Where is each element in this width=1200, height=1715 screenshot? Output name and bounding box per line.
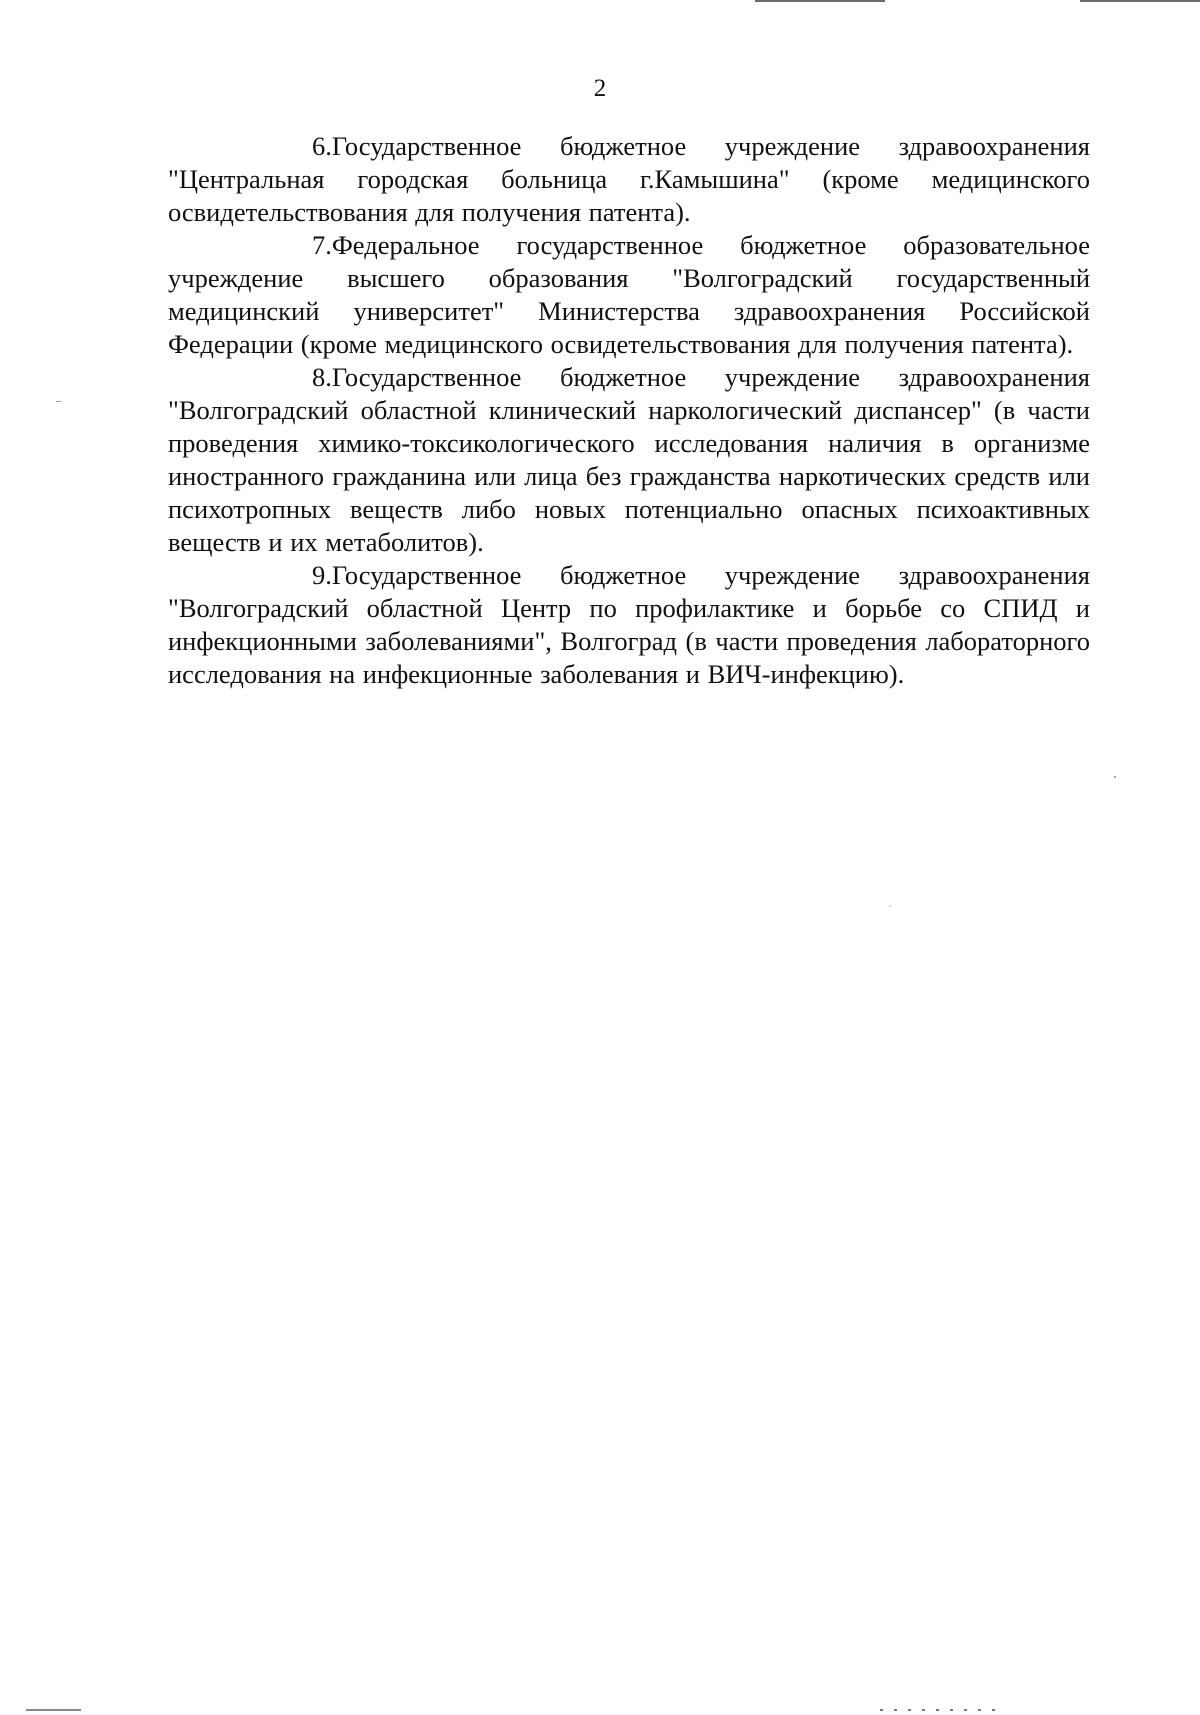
document-body: [168, 130, 1090, 691]
scan-artifact-bottom-mark: [880, 1709, 1000, 1711]
list-item-text: Государственное бюджетное учреждение здравоохранения "Центральная городская больница г.Камышина" (кроме медицинского освидетельствования для получения патента).: [168, 131, 1090, 227]
list-item-7: [168, 229, 1090, 361]
list-item-9: [168, 559, 1090, 691]
list-item-text: Государственное бюджетное учреждение здравоохранения "Волгоградский областной Центр по профилактике и борьбе со СПИД и инфекционными заболеваниями", Волгоград (в части проведения лабораторного исследования на инфекционные заболевания и ВИЧ-инфекцию).: [168, 560, 1090, 689]
list-item-number: 7.: [312, 230, 332, 260]
list-item-number: 6.: [312, 131, 332, 161]
page-number: 2: [593, 75, 607, 102]
scan-artifact-top-line: [1080, 0, 1200, 2]
list-item-number: 9.: [312, 560, 332, 590]
list-item-text: Государственное бюджетное учреждение здравоохранения "Волгоградский областной клинический наркологический диспансер" (в части проведения химико-токсикологического исследования наличия в организме иностранного гражданина или лица без гражданства наркотических средств или психотропных веществ либо новых потенциально опасных психоактивных веществ и их метаболитов).: [168, 362, 1090, 557]
scan-artifact-bottom-mark: [26, 1709, 81, 1711]
scan-artifact-speck: [889, 905, 891, 907]
scan-artifact-top-line: [755, 0, 885, 2]
list-item-6: [168, 130, 1090, 229]
list-item-text: Федеральное государственное бюджетное образовательное учреждение высшего образования "Волгоградский государственный медицинский университет" Министерства здравоохранения Российской Федерации (кроме медицинского освидетельствования для получения патента).: [168, 230, 1090, 359]
list-item-8: [168, 361, 1090, 559]
scan-artifact-speck: [1114, 776, 1116, 778]
scan-artifact-left-mark: [56, 401, 61, 402]
list-item-number: 8.: [312, 362, 332, 392]
